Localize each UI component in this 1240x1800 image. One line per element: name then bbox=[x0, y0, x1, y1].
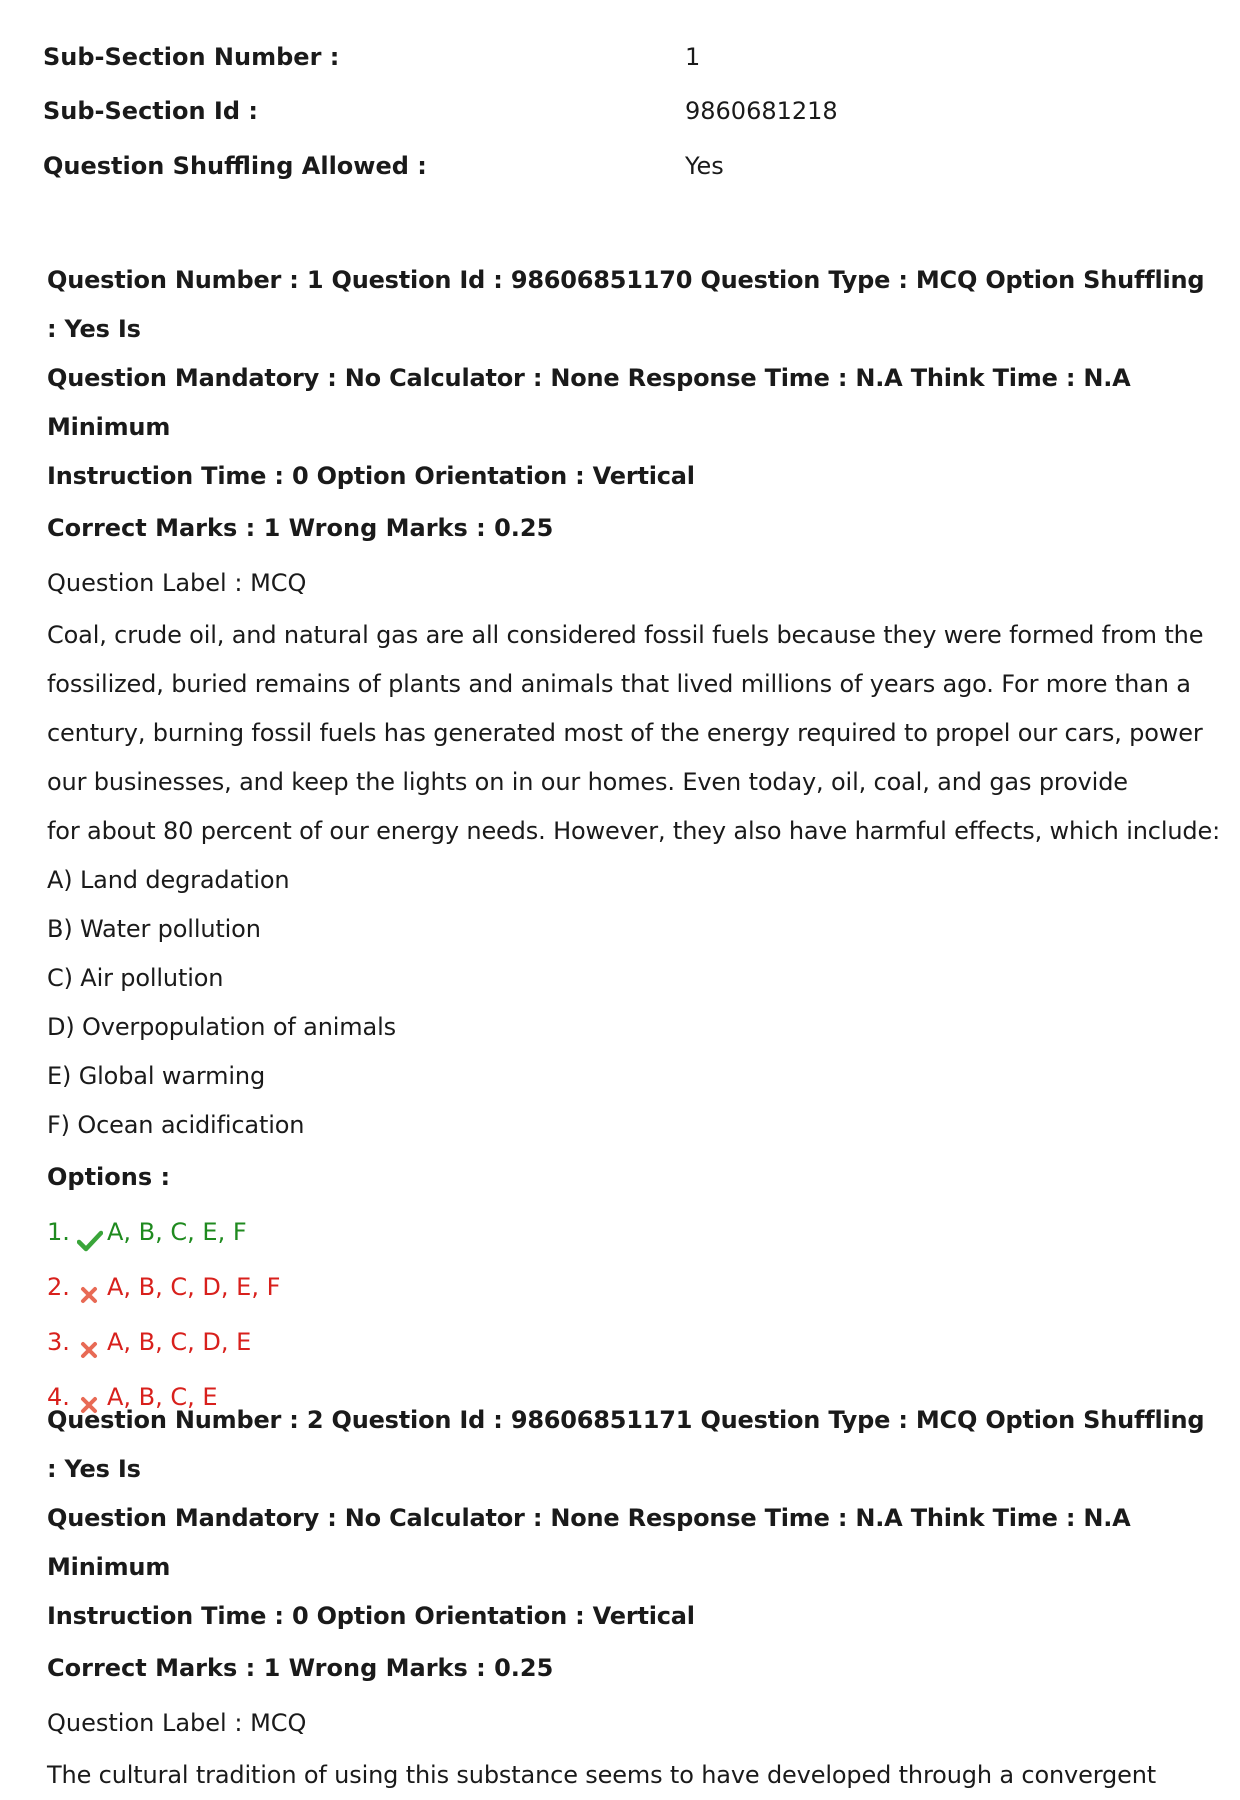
option-number: 4. bbox=[47, 1383, 70, 1411]
statement-c: C) Air pollution bbox=[47, 964, 224, 992]
subsection-id-value: 9860681218 bbox=[685, 97, 838, 125]
question-header-line: Instruction Time : 0 Option Orientation : Vertical bbox=[47, 1602, 695, 1630]
question-marks: Correct Marks : 1 Wrong Marks : 0.25 bbox=[47, 514, 554, 542]
subsection-number-value: 1 bbox=[685, 43, 701, 71]
option-3[interactable] bbox=[47, 1315, 1207, 1370]
question-header-line: Question Mandatory : No Calculator : None Response Time : N.A Think Time : N.A Minimum bbox=[47, 364, 1131, 441]
statement-e: E) Global warming bbox=[47, 1062, 266, 1090]
question-body-line: Coal, crude oil, and natural gas are all considered fossil fuels because they were formed from the bbox=[47, 621, 1204, 649]
question-label: Question Label : MCQ bbox=[47, 569, 307, 597]
question-shuffling-value: Yes bbox=[685, 152, 724, 180]
option-2[interactable] bbox=[47, 1260, 1207, 1315]
question-marks: Correct Marks : 1 Wrong Marks : 0.25 bbox=[47, 1654, 554, 1682]
question-block-1 bbox=[47, 256, 1221, 1425]
statement-b: B) Water pollution bbox=[47, 915, 261, 943]
question-body-line: for about 80 percent of our energy needs. However, they also have harmful effects, which include: bbox=[47, 817, 1221, 845]
question-header-line: Question Number : 1 Question Id : 98606851170 Question Type : MCQ Option Shuffling : Yes Is bbox=[47, 266, 1205, 343]
cross-icon bbox=[77, 1327, 105, 1351]
option-text: A, B, C, D, E bbox=[107, 1328, 252, 1356]
option-text: A, B, C, D, E, F bbox=[107, 1273, 281, 1301]
option-text: A, B, C, E, F bbox=[107, 1218, 247, 1246]
question-body bbox=[47, 611, 1221, 1150]
question-body-line: The cultural tradition of using this substance seems to have developed through a convergent bbox=[47, 1761, 1157, 1789]
statement-f: F) Ocean acidification bbox=[47, 1111, 305, 1139]
cross-icon bbox=[77, 1272, 105, 1296]
option-text: A, B, C, E bbox=[107, 1383, 218, 1411]
question-body-line: fossilized, buried remains of plants and animals that lived millions of years ago. For more than a bbox=[47, 670, 1191, 698]
question-label: Question Label : MCQ bbox=[47, 1709, 307, 1737]
option-number: 1. bbox=[47, 1218, 70, 1246]
subsection-id-row bbox=[43, 91, 1193, 131]
question-header-line: Question Mandatory : No Calculator : None Response Time : N.A Think Time : N.A Minimum bbox=[47, 1504, 1131, 1581]
question-body-line: our businesses, and keep the lights on in our homes. Even today, oil, coal, and gas provide bbox=[47, 768, 1128, 796]
question-shuffling-row bbox=[43, 146, 1193, 186]
options-label: Options : bbox=[47, 1163, 171, 1191]
question-header-line: Question Number : 2 Question Id : 98606851171 Question Type : MCQ Option Shuffling : Yes Is bbox=[47, 1406, 1205, 1483]
subsection-id-label: Sub-Section Id : bbox=[43, 97, 258, 125]
check-icon bbox=[77, 1217, 105, 1241]
statement-d: D) Overpopulation of animals bbox=[47, 1013, 396, 1041]
option-number: 3. bbox=[47, 1328, 70, 1356]
option-1[interactable] bbox=[47, 1205, 1207, 1260]
question-header-line: Instruction Time : 0 Option Orientation : Vertical bbox=[47, 462, 695, 490]
option-number: 2. bbox=[47, 1273, 70, 1301]
subsection-number-row bbox=[43, 37, 1193, 77]
question-shuffling-label: Question Shuffling Allowed : bbox=[43, 152, 427, 180]
question-body-line: century, burning fossil fuels has generated most of the energy required to propel our cars, power bbox=[47, 719, 1203, 747]
statement-a: A) Land degradation bbox=[47, 866, 290, 894]
subsection-number-label: Sub-Section Number : bbox=[43, 43, 340, 71]
question-block-2 bbox=[47, 1396, 1207, 1800]
